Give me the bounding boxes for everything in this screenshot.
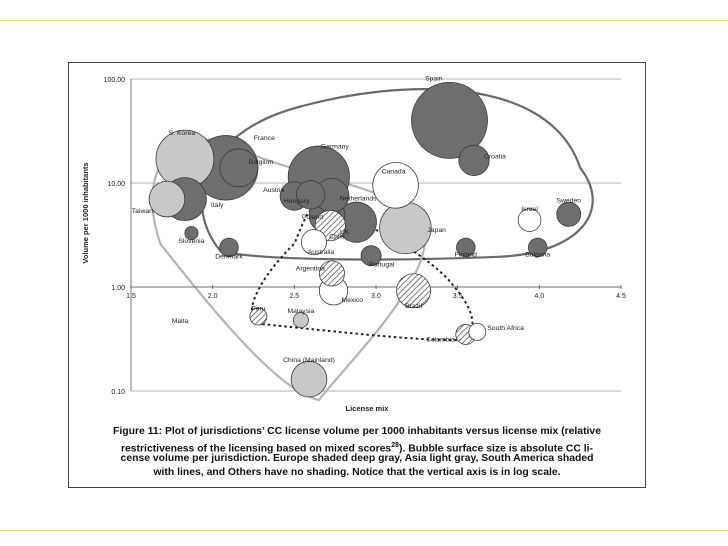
label-italy: Italy xyxy=(210,202,224,210)
bubble-chart xyxy=(69,63,645,487)
label-austria: Austria xyxy=(263,186,285,194)
label-s-korea: S. Korea xyxy=(168,130,196,138)
label-slovenia: Slovenia xyxy=(178,238,205,246)
label-portugal: Portugal xyxy=(369,261,395,269)
x-tick-label: 1.5 xyxy=(126,293,136,300)
label-australia: Australia xyxy=(307,249,335,257)
label-malta: Malta xyxy=(171,318,189,326)
label-argentina: Argentina xyxy=(295,265,325,273)
label-israel: Israel xyxy=(521,206,538,214)
label-bulgaria: Bulgaria xyxy=(525,251,551,259)
label-brazil: Brazil xyxy=(405,302,423,310)
label-poland: Poland xyxy=(301,214,323,222)
label-chile: Chile xyxy=(329,233,345,241)
x-tick-label: 3.5 xyxy=(452,293,463,300)
label-sweden: Sweden xyxy=(556,197,582,205)
bottom-rule xyxy=(0,530,728,531)
label-hungary: Hungary xyxy=(283,197,310,205)
label-china-mainland-: China (Mainland) xyxy=(283,357,335,365)
y-tick-label: 0.10 xyxy=(111,389,125,396)
figure-panel xyxy=(68,62,646,488)
label-spain: Spain xyxy=(425,75,443,83)
label-croatia: Croatia xyxy=(484,153,506,161)
caption-line-4: with lines, and Others have no shading. Notice that the vertical axis is in log scale. xyxy=(153,466,561,478)
x-tick-label: 3.0 xyxy=(371,293,381,300)
label-denmark: Denmark xyxy=(215,253,243,261)
label-france: France xyxy=(253,134,275,142)
x-axis-label: License mix xyxy=(345,404,389,413)
label-uk: UK xyxy=(339,229,350,237)
top-rule xyxy=(0,20,728,21)
x-tick-label: 2.0 xyxy=(207,293,218,300)
y-tick-label: 10.00 xyxy=(107,181,125,188)
label-germany: Germany xyxy=(320,143,349,151)
caption-line-1: Figure 11: Plot of jurisdictions’ CC license volume per 1000 inhabitants versus license mix (relative xyxy=(113,426,601,437)
label-colombia: Colombia xyxy=(426,336,455,344)
label-belgium: Belgium xyxy=(248,158,274,166)
y-tick-label: 1.00 xyxy=(111,285,125,292)
label-taiwan: Taiwan xyxy=(131,208,153,216)
label-netherlands: Netherlands xyxy=(339,195,377,203)
bubble-south-africa xyxy=(469,323,486,340)
x-tick-label: 2.5 xyxy=(289,293,300,300)
bubble-japan xyxy=(380,202,432,254)
bubble-belgium xyxy=(220,149,258,187)
label-south-africa: South Africa xyxy=(487,324,524,332)
caption-line-2-start: restrictiveness of the licensing based on mixed scores xyxy=(120,442,392,454)
label-mexico: Mexico xyxy=(341,296,364,304)
label-canada: Canada xyxy=(381,168,406,176)
bubble-taiwan xyxy=(149,181,185,217)
bubble-china-mainland- xyxy=(291,361,327,397)
y-axis-label: Volume per 1000 inhabitants xyxy=(81,162,90,264)
label-peru: Peru xyxy=(251,305,266,313)
y-tick-label: 100.00 xyxy=(103,77,125,84)
x-tick-label: 4.5 xyxy=(616,293,626,300)
label-finland: Finland xyxy=(454,251,477,259)
label-japan: Japan xyxy=(427,226,446,234)
caption-footnote-ref: 28 xyxy=(391,441,400,449)
label-malaysia: Malaysia xyxy=(287,308,315,316)
caption-line-3: cense volume per jurisdiction. Europe shaded deep gray, Asia light gray, South America shaded xyxy=(120,453,594,464)
bubble-sweden xyxy=(557,202,581,226)
x-tick-label: 4.0 xyxy=(534,293,545,300)
caption-line-2-end: ). Bubble surface size is absolute CC li- xyxy=(399,442,594,454)
